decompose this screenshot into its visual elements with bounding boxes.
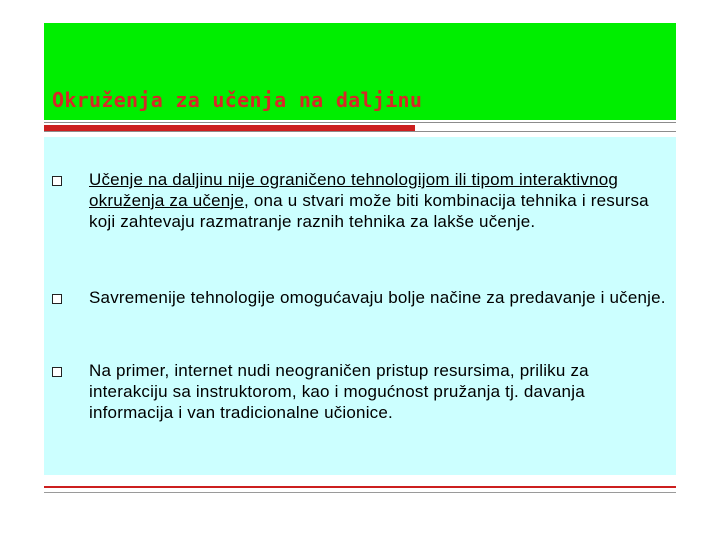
bullet-item-3: Na primer, internet nudi neograničen pristup resursima, priliku za interakciju sa instruktorom, kao i mogućnost pružanja tj. davanja informacija i van tradicionalne učionice. <box>89 361 589 422</box>
bullet-square-icon <box>52 176 62 186</box>
bullet-item-2: Savremenije tehnologije omogućavaju bolje načine za predavanje i učenje. <box>89 288 666 307</box>
bullet-item-1-rest: , ona u stvari može biti kombinacija tehnika i resursa koji zahtevaju razmatranje raznih tehnika za lakše učenje. <box>89 191 649 231</box>
divider-top-lower <box>44 131 676 132</box>
slide-title: Okruženja za učenja na daljinu <box>52 88 423 112</box>
divider-top-upper <box>44 122 676 123</box>
accent-rule-bottom <box>44 486 676 488</box>
bullet-item-1-underlined: Učenje na daljinu nije ograničeno tehnologijom ili tipom interaktivnog okruženja za učenje <box>89 170 619 210</box>
bullet-item-1 <box>89 169 669 232</box>
bullet-square-icon <box>52 367 62 377</box>
bullet-square-icon <box>52 294 62 304</box>
divider-bottom <box>44 492 676 493</box>
